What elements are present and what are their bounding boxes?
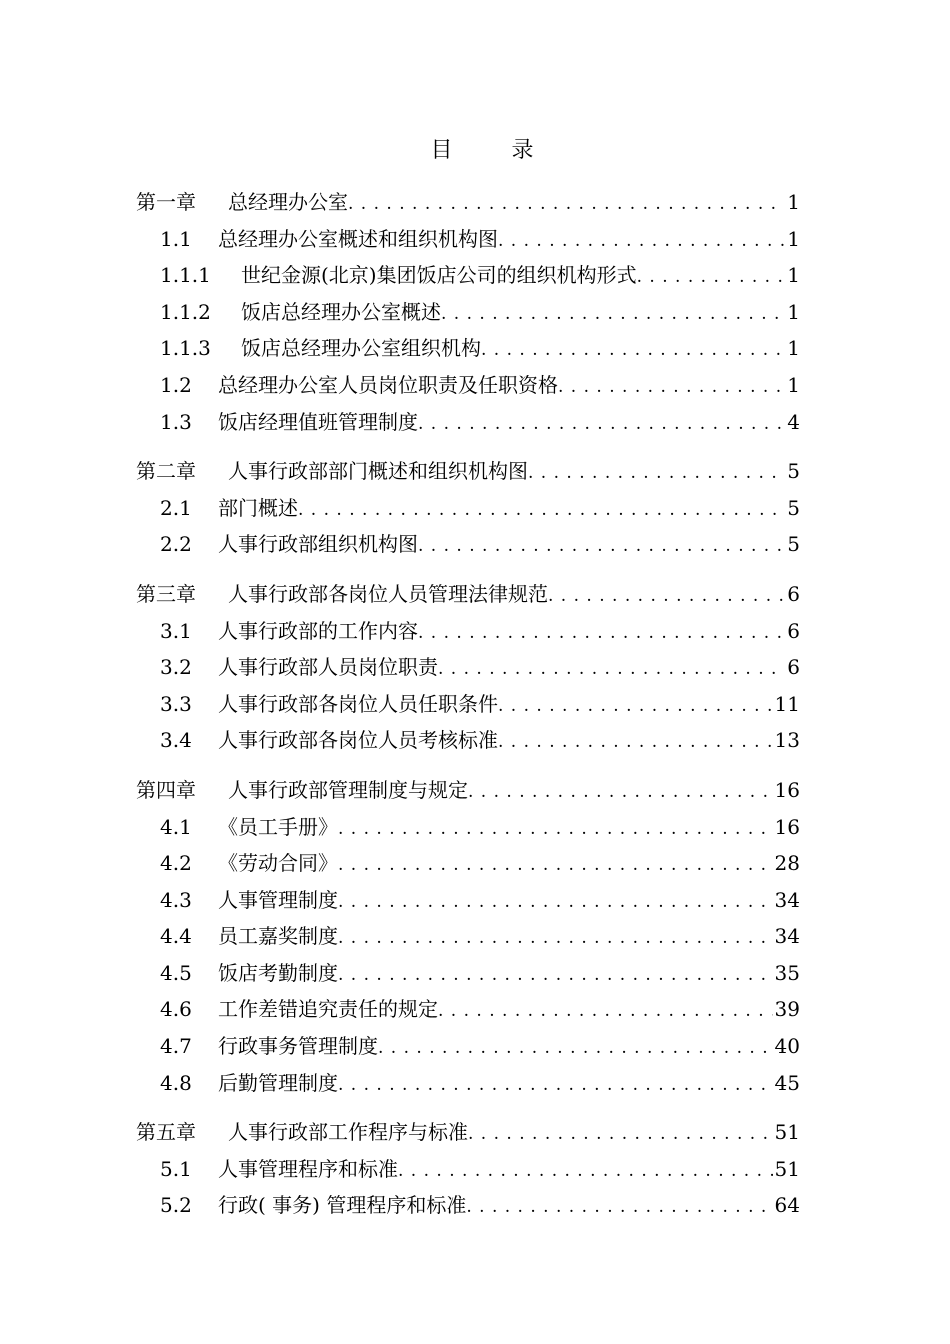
toc-entry-number: 4.8 xyxy=(160,1070,192,1095)
dot-leader xyxy=(418,615,785,652)
toc-entry-label: 人事行政部人员岗位职责 xyxy=(218,655,438,680)
toc-section-entry xyxy=(136,649,800,686)
dot-leader xyxy=(418,528,785,565)
dot-leader xyxy=(398,1153,773,1190)
toc-section-entry xyxy=(136,991,800,1028)
toc-entry-label: 人事行政部各岗位人员管理法律规范 xyxy=(228,581,548,606)
toc-section-entry xyxy=(136,1028,800,1065)
toc-entry-number: 5.2 xyxy=(160,1193,192,1218)
toc-section-entry xyxy=(136,845,800,882)
toc-section-entry xyxy=(136,257,800,294)
toc-entry-number: 1.3 xyxy=(160,409,192,434)
toc-entry-number: 第五章 xyxy=(136,1120,196,1145)
table-of-contents xyxy=(136,184,800,1224)
toc-entry-page-number: 16 xyxy=(774,814,800,839)
toc-section-entry xyxy=(136,367,800,404)
toc-entry-number: 4.4 xyxy=(160,924,192,949)
toc-entry-page-number: 13 xyxy=(774,728,800,753)
toc-entry-label: 《员工手册》 xyxy=(218,814,338,839)
toc-entry-number: 3.2 xyxy=(160,655,192,680)
toc-entry-page-number: 51 xyxy=(774,1120,800,1145)
dot-leader xyxy=(338,884,773,921)
toc-section-entry xyxy=(136,1065,800,1102)
toc-entry-label: 员工嘉奖制度 xyxy=(218,924,338,949)
toc-section-entry xyxy=(136,1187,800,1224)
toc-entry-number: 3.1 xyxy=(160,618,192,643)
toc-entry-page-number: 34 xyxy=(774,924,800,949)
dot-leader xyxy=(498,688,773,725)
toc-title: 目 录 xyxy=(430,138,560,163)
toc-entry-number: 第四章 xyxy=(136,777,196,802)
dot-leader xyxy=(468,774,773,811)
toc-entry-label: 人事行政部组织机构图 xyxy=(218,532,418,557)
dot-leader xyxy=(338,847,773,884)
toc-entry-number: 3.3 xyxy=(160,691,192,716)
toc-entry-label: 行政( 事务) 管理程序和标准 xyxy=(218,1193,467,1218)
dot-leader xyxy=(548,578,785,615)
toc-entry-number: 1.1 xyxy=(160,226,192,251)
toc-entry-label: 人事行政部部门概述和组织机构图 xyxy=(228,459,528,484)
toc-section-entry xyxy=(136,686,800,723)
toc-chapter-entry xyxy=(136,576,800,613)
dot-leader xyxy=(468,1116,773,1153)
toc-entry-page-number: 51 xyxy=(774,1156,800,1181)
toc-entry-label: 人事行政部各岗位人员考核标准 xyxy=(218,728,498,753)
toc-entry-number: 第三章 xyxy=(136,581,196,606)
toc-entry-page-number: 64 xyxy=(774,1193,800,1218)
toc-entry-page-number: 6 xyxy=(787,655,800,680)
toc-section-entry xyxy=(136,294,800,331)
toc-entry-page-number: 1 xyxy=(787,263,800,288)
toc-entry-page-number: 40 xyxy=(774,1034,800,1059)
toc-entry-number: 4.6 xyxy=(160,997,192,1022)
toc-entry-number: 1.2 xyxy=(160,372,192,397)
toc-entry-number: 4.1 xyxy=(160,814,192,839)
toc-entry-number: 1.1.1 xyxy=(160,263,211,288)
dot-leader xyxy=(338,957,773,994)
toc-entry-label: 饭店经理值班管理制度 xyxy=(218,409,418,434)
toc-entry-number: 3.4 xyxy=(160,728,192,753)
toc-entry-label: 饭店总经理办公室组织机构 xyxy=(241,336,481,361)
toc-chapter-entry xyxy=(136,453,800,490)
toc-section-entry xyxy=(136,955,800,992)
toc-entry-page-number: 1 xyxy=(787,299,800,324)
toc-entry-page-number: 28 xyxy=(774,851,800,876)
toc-entry-label: 《劳动合同》 xyxy=(218,851,338,876)
toc-entry-number: 2.2 xyxy=(160,532,192,557)
toc-entry-label: 人事行政部的工作内容 xyxy=(218,618,418,643)
toc-entry-label: 人事管理程序和标准 xyxy=(218,1156,398,1181)
dot-leader xyxy=(637,259,786,296)
dot-leader xyxy=(418,406,785,443)
toc-entry-number: 4.3 xyxy=(160,887,192,912)
toc-entry-page-number: 1 xyxy=(787,372,800,397)
toc-entry-page-number: 11 xyxy=(774,691,800,716)
toc-entry-page-number: 39 xyxy=(774,997,800,1022)
dot-leader xyxy=(466,1189,772,1226)
toc-entry-number: 4.5 xyxy=(160,960,192,985)
toc-entry-label: 总经理办公室概述和组织机构图 xyxy=(218,226,498,251)
dot-leader xyxy=(298,492,785,529)
toc-entry-label: 工作差错追究责任的规定 xyxy=(218,997,438,1022)
toc-chapter-entry xyxy=(136,1114,800,1151)
dot-leader xyxy=(338,1067,773,1104)
dot-leader xyxy=(481,332,785,369)
toc-section-entry xyxy=(136,221,800,258)
dot-leader xyxy=(378,1030,773,1067)
dot-leader xyxy=(528,455,785,492)
dot-leader xyxy=(438,651,785,688)
toc-entry-page-number: 34 xyxy=(774,887,800,912)
dot-leader xyxy=(441,296,785,333)
toc-entry-page-number: 6 xyxy=(787,618,800,643)
toc-entry-page-number: 1 xyxy=(787,190,800,214)
toc-section-entry xyxy=(136,490,800,527)
toc-entry-page-number: 1 xyxy=(787,336,800,361)
toc-entry-page-number: 16 xyxy=(774,777,800,802)
toc-entry-number: 1.1.3 xyxy=(160,336,211,361)
toc-entry-number: 4.7 xyxy=(160,1034,192,1059)
toc-entry-page-number: 5 xyxy=(787,532,800,557)
toc-entry-label: 人事行政部各岗位人员任职条件 xyxy=(218,691,498,716)
toc-chapter-entry xyxy=(136,772,800,809)
toc-section-entry xyxy=(136,404,800,441)
toc-entry-number: 1.1.2 xyxy=(160,299,211,324)
toc-section-entry xyxy=(136,809,800,846)
toc-entry-label: 部门概述 xyxy=(218,495,298,520)
dot-leader xyxy=(558,369,785,406)
toc-section-entry xyxy=(136,613,800,650)
toc-entry-number: 2.1 xyxy=(160,495,192,520)
toc-section-entry xyxy=(136,722,800,759)
toc-entry-label: 饭店总经理办公室概述 xyxy=(241,299,441,324)
dot-leader xyxy=(438,993,773,1030)
toc-section-entry xyxy=(136,526,800,563)
toc-entry-page-number: 5 xyxy=(787,459,800,484)
toc-section-entry xyxy=(136,1151,800,1188)
dot-leader xyxy=(348,186,785,223)
toc-entry-label: 饭店考勤制度 xyxy=(218,960,338,985)
toc-chapter-entry xyxy=(136,184,800,221)
toc-entry-label: 人事行政部工作程序与标准 xyxy=(228,1120,468,1145)
toc-entry-number: 5.1 xyxy=(160,1156,192,1181)
toc-entry-page-number: 35 xyxy=(774,960,800,985)
toc-entry-label: 总经理办公室人员岗位职责及任职资格 xyxy=(218,372,558,397)
dot-leader xyxy=(498,223,785,260)
toc-entry-number: 第一章 xyxy=(136,190,196,214)
toc-entry-label: 总经理办公室 xyxy=(228,190,348,214)
toc-entry-page-number: 6 xyxy=(787,581,800,606)
toc-entry-page-number: 45 xyxy=(774,1070,800,1095)
toc-entry-label: 世纪金源(北京)集团饭店公司的组织机构形式 xyxy=(241,263,637,288)
toc-section-entry xyxy=(136,918,800,955)
toc-entry-page-number: 5 xyxy=(787,495,800,520)
toc-entry-label: 行政事务管理制度 xyxy=(218,1034,378,1059)
toc-entry-page-number: 1 xyxy=(787,226,800,251)
toc-entry-label: 人事行政部管理制度与规定 xyxy=(228,777,468,802)
toc-entry-number: 第二章 xyxy=(136,459,196,484)
toc-entry-page-number: 4 xyxy=(787,409,800,434)
dot-leader xyxy=(498,724,773,761)
toc-section-entry xyxy=(136,882,800,919)
dot-leader xyxy=(338,811,773,848)
toc-entry-number: 4.2 xyxy=(160,851,192,876)
dot-leader xyxy=(338,920,773,957)
toc-section-entry xyxy=(136,330,800,367)
toc-entry-label: 后勤管理制度 xyxy=(218,1070,338,1095)
toc-entry-label: 人事管理制度 xyxy=(218,887,338,912)
